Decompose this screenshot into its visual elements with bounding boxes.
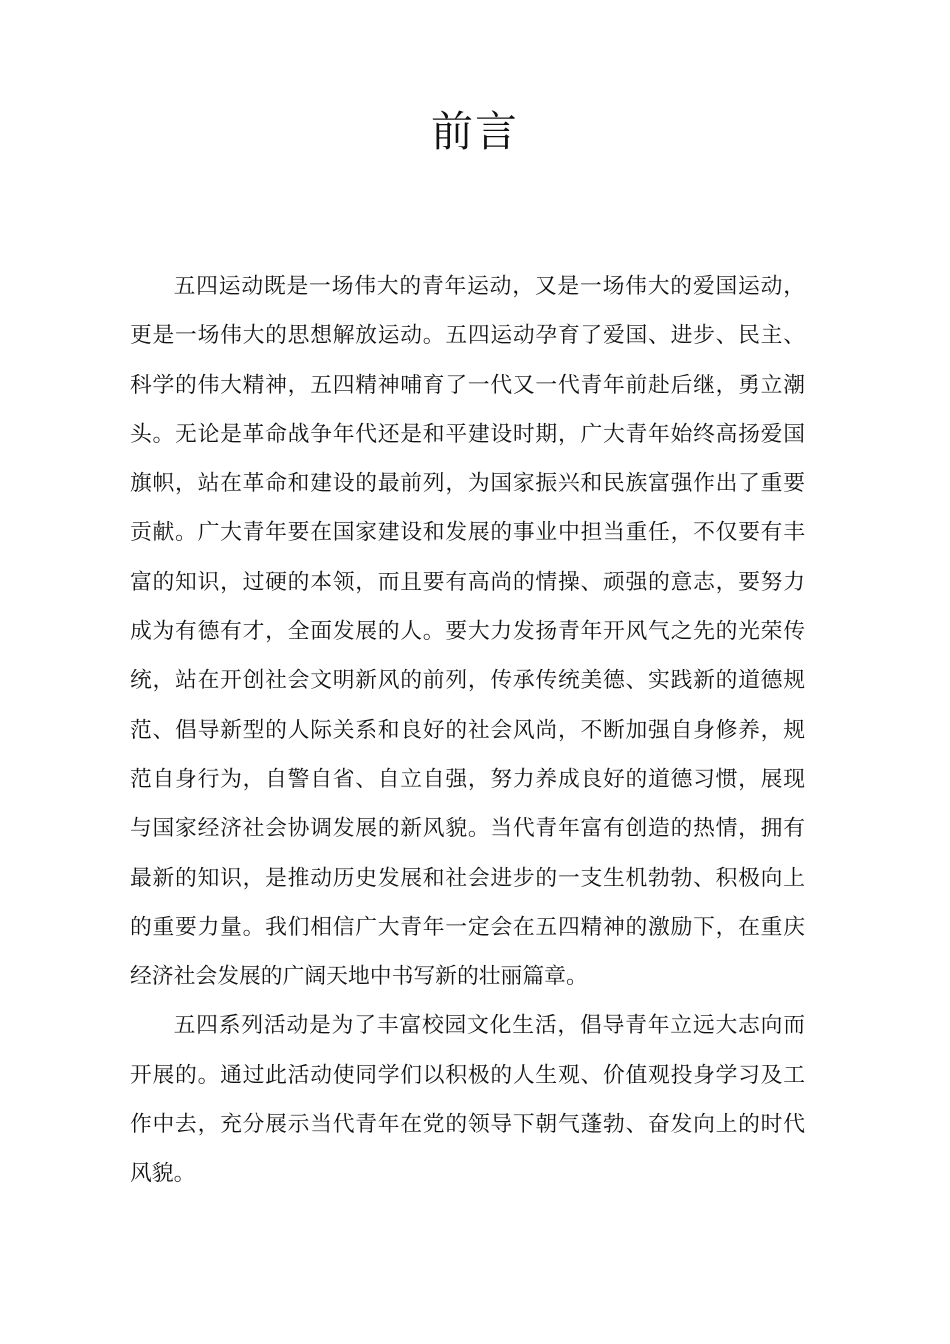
page-title: 前言 — [430, 107, 519, 156]
paragraph-1: 五四运动既是一场伟大的青年运动，又是一场伟大的爱国运动，更是一场伟大的思想解放运动。五四运动孕育了爱国、进步、民主、科学的伟大精神，五四精神哺育了一代又一代青年前赴后继，勇立潮头。无论是革命战争年代还是和平建设时期，广大青年始终高扬爱国旗帜，站在革命和建设的最前列，为国家振兴和民族富强作出了重要贡献。广大青年要在国家建设和发展的事业中担当重任，不仅要有丰富的知识，过硬的本领，而且要有高尚的情操、顽强的意志，要努力成为有德有才，全面发展的人。要大力发扬青年开风气之先的光荣传统，站在开创社会文明新风的前列，传承传统美德、实践新的道德规范、倡导新型的人际关系和良好的社会风尚，不断加强自身修养，规范自身行为，自警自省、自立自强，努力养成良好的道德习惯，展现与国家经济社会协调发展的新风貌。当代青年富有创造的热情，拥有最新的知识，是推动历史发展和社会进步的一支生机勃勃、积极向上的重要力量。我们相信广大青年一定会在五四精神的激励下，在重庆经济社会发展的广阔天地中书写新的壮丽篇章。 — [130, 274, 805, 990]
document-body — [130, 262, 805, 1199]
paragraph-2: 五四系列活动是为了丰富校园文化生活，倡导青年立远大志向而开展的。通过此活动使同学们以积极的人生观、价值观投身学习及工作中去，充分展示当代青年在党的领导下朝气蓬勃、奋发向上的时代风貌。 — [130, 1013, 805, 1187]
